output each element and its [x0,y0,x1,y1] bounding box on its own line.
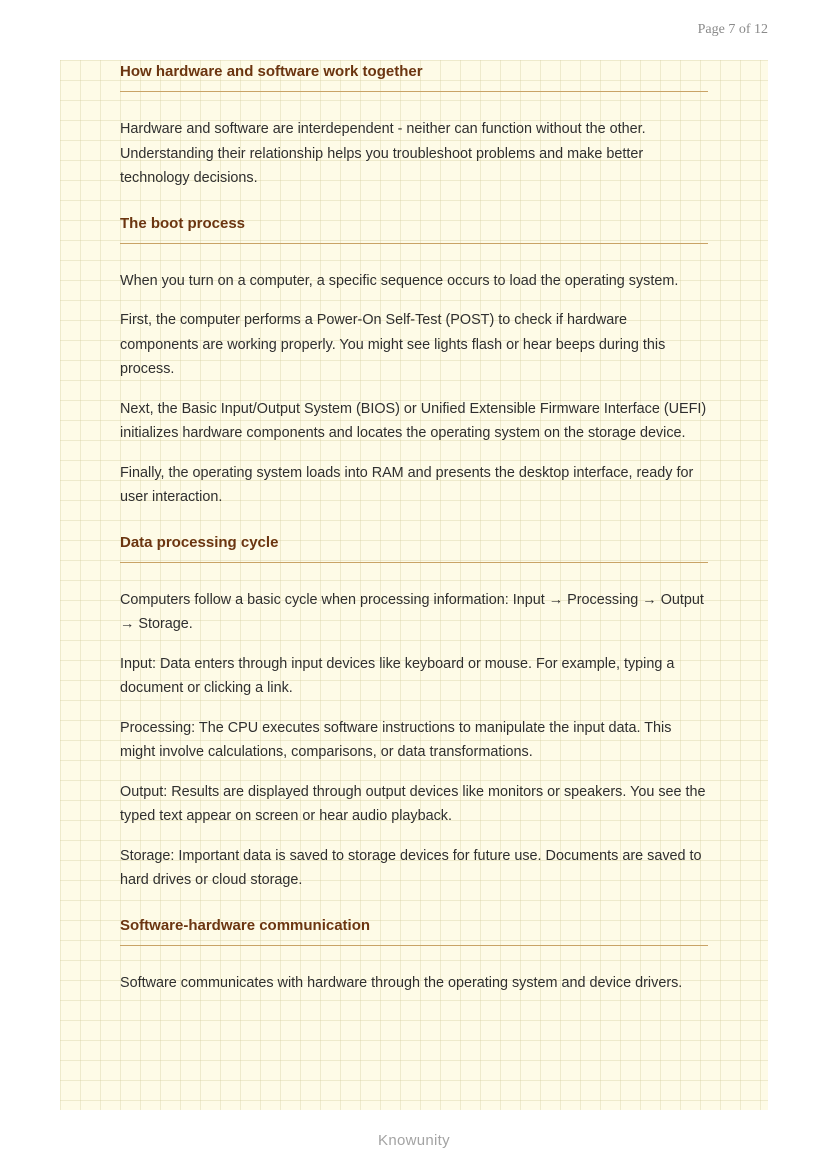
section-boot-process [120,212,708,510]
paragraph: Hardware and software are interdependent - neither can function without the other. Understanding their relationship helps you troubleshoot problems and make better technology decisions. [120,121,646,186]
paragraph: Computers follow a basic cycle when processing information: Input → Processing → Output → Storage. [120,591,704,632]
paragraph: Finally, the operating system loads into RAM and presents the desktop interface, ready for user interaction. [120,464,694,505]
footer-brand: Knowunity [378,1132,450,1149]
paragraph: Input: Data enters through input devices like keyboard or mouse. For example, typing a document or clicking a link. [120,655,675,696]
paragraph: Next, the Basic Input/Output System (BIOS) or Unified Extensible Firmware Interface (UEFI) initializes hardware components and locates the operating system on the storage device. [120,400,707,441]
grid-paper-page [60,60,768,1110]
paragraph: Software communicates with hardware through the operating system and device drivers. [120,974,683,991]
section-heading: The boot process [120,212,708,244]
page-number: Page 7 of 12 [697,22,768,37]
section-heading: How hardware and software work together [120,60,708,92]
paragraph: When you turn on a computer, a specific sequence occurs to load the operating system. [120,272,679,289]
section-software-hardware-communication [120,914,708,996]
page-content[interactable] [120,60,708,1010]
paragraph: Processing: The CPU executes software instructions to manipulate the input data. This might involve calculations, comparisons, or data transformations. [120,719,672,760]
section-hardware-software [120,60,708,191]
section-heading: Data processing cycle [120,531,708,563]
section-heading: Software-hardware communication [120,914,708,946]
section-data-processing-cycle [120,531,708,893]
paragraph: Output: Results are displayed through output devices like monitors or speakers. You see the typed text appear on screen or hear audio playback. [120,783,706,824]
paragraph: First, the computer performs a Power-On Self-Test (POST) to check if hardware components are working properly. You might see lights flash or hear beeps during this process. [120,312,666,377]
paragraph: Storage: Important data is saved to storage devices for future use. Documents are saved to hard drives or cloud storage. [120,847,702,888]
